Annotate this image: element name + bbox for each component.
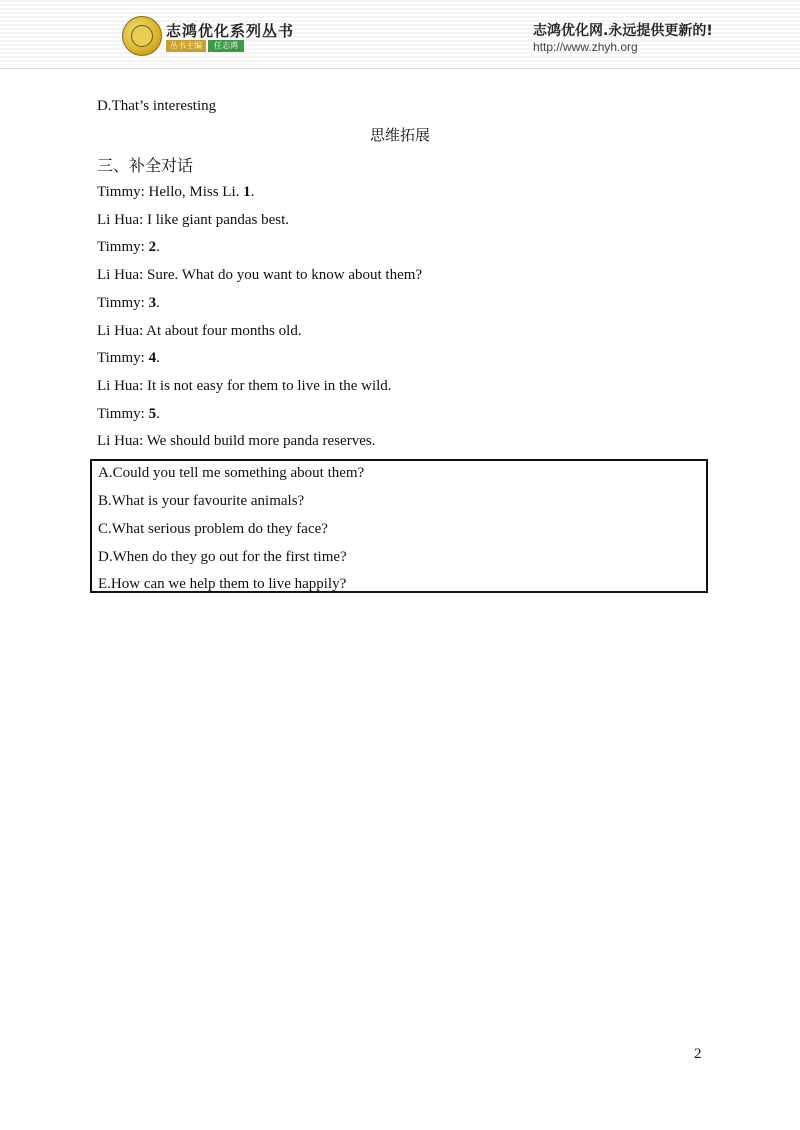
page-number: 2 [694, 1046, 702, 1062]
answer-option: A.Could you tell me something about them? [98, 465, 365, 481]
publisher-seal-icon [122, 16, 162, 56]
editor-label: 丛书主编 [166, 40, 206, 52]
answer-options-box [90, 459, 708, 593]
dialogue-line: Li Hua: I like giant pandas best. [97, 212, 290, 228]
blank-number: 3 [148, 295, 157, 311]
section-title: 三、补全对话 [97, 156, 194, 175]
dialogue-line: Li Hua: At about four months old. [97, 323, 302, 339]
answer-option: E.How can we help them to live happily? [98, 576, 347, 592]
blank-number: 2 [148, 239, 157, 255]
dialogue-line: Timmy: 2. [97, 239, 160, 255]
blank-number: 4 [148, 350, 157, 366]
editor-name: 任志鸿 [208, 40, 244, 52]
dialogue-line: Timmy: 5. [97, 406, 160, 422]
dialogue-line: Timmy: Hello, Miss Li. 1. [97, 184, 255, 200]
site-url[interactable]: http://www.zhyh.org [533, 40, 638, 54]
answer-option: D.When do they go out for the first time? [98, 549, 347, 565]
answer-option: C.What serious problem do they face? [98, 521, 328, 537]
blank-number: 1 [243, 184, 251, 200]
dialogue-line: Timmy: 3. [97, 295, 160, 311]
dialogue-line: Li Hua: It is not easy for them to live in the wild. [97, 378, 392, 394]
previous-option-d: D.That’s interesting [97, 98, 217, 114]
editor-badge [166, 40, 244, 52]
page-header [0, 0, 800, 69]
blank-number: 5 [148, 406, 157, 422]
site-slogan: 志鸿优化网.永远提供更新的! [533, 23, 713, 39]
subheading: 思维拓展 [369, 126, 430, 144]
dialogue-line: Timmy: 4. [97, 350, 160, 366]
answer-option: B.What is your favourite animals? [98, 493, 305, 509]
dialogue-line: Li Hua: Sure. What do you want to know about them? [97, 267, 423, 283]
series-name: 志鸿优化系列丛书 [166, 22, 295, 40]
dialogue-line: Li Hua: We should build more panda reserves. [97, 433, 376, 449]
